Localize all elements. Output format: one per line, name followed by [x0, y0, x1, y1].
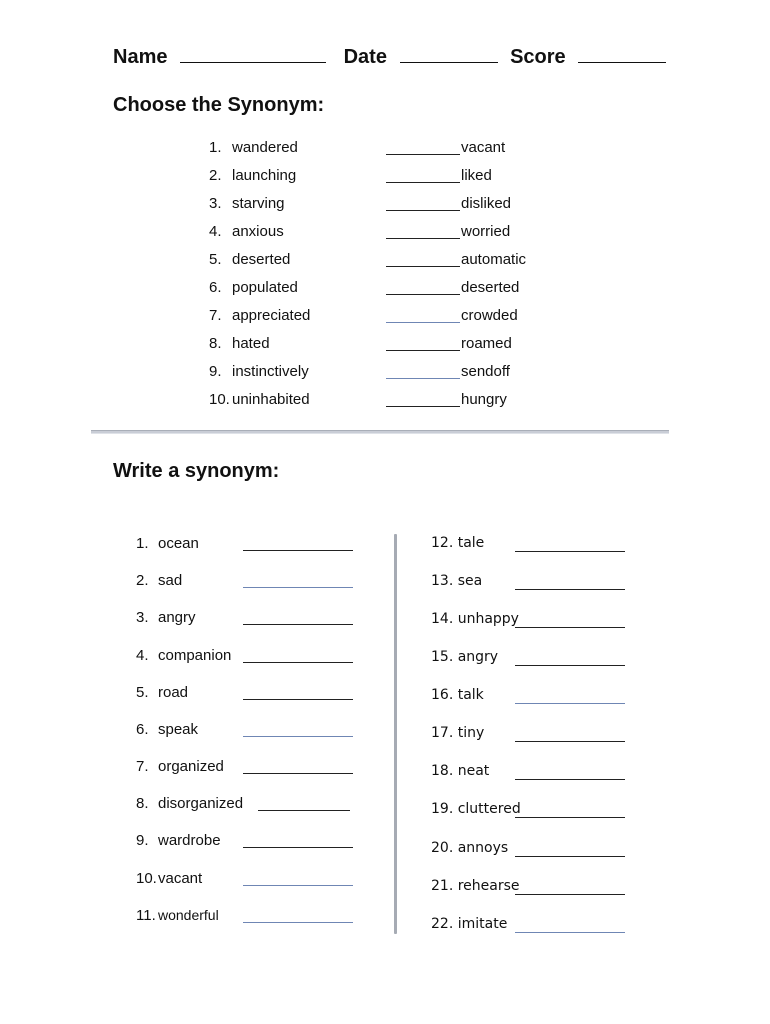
name-label: Name	[113, 46, 168, 68]
date-field[interactable]	[400, 61, 498, 63]
item-word: uninhabited	[232, 391, 310, 408]
answer-blank[interactable]	[515, 627, 625, 628]
item-word: 16. talk	[431, 687, 484, 703]
item-word: disorganized	[158, 795, 244, 812]
item-word: instinctively	[232, 363, 309, 380]
item-word: wardrobe	[158, 832, 221, 849]
header-fields	[113, 46, 666, 69]
item-word: 17. tiny	[431, 725, 485, 741]
item-word: 21. rehearse	[431, 878, 520, 894]
answer-blank[interactable]	[515, 551, 625, 552]
item-number: 2.	[136, 572, 149, 589]
name-field[interactable]	[180, 61, 326, 63]
item-number: 9.	[136, 832, 149, 849]
item-number: 9.	[209, 363, 222, 380]
item-number: 3.	[209, 195, 222, 212]
item-word: sad	[158, 572, 183, 589]
item-word: wonderful	[158, 907, 219, 923]
answer-blank[interactable]	[243, 624, 353, 625]
answer-blank[interactable]	[243, 847, 353, 848]
item-number: 5.	[136, 684, 149, 701]
answer-blank[interactable]	[386, 266, 460, 267]
answer-blank[interactable]	[515, 741, 625, 742]
item-number: 1.	[209, 139, 222, 156]
item-word: launching	[232, 167, 297, 184]
answer-blank[interactable]	[515, 817, 625, 818]
item-word: deserted	[232, 251, 291, 268]
option-word: deserted	[461, 279, 520, 296]
answer-blank[interactable]	[243, 885, 353, 886]
answer-blank[interactable]	[243, 773, 353, 774]
item-word: 15. angry	[431, 649, 499, 665]
item-word: 13. sea	[431, 573, 483, 589]
item-word: hated	[232, 335, 270, 352]
item-word: appreciated	[232, 307, 311, 324]
answer-blank[interactable]	[386, 350, 460, 351]
item-number: 7.	[209, 307, 222, 324]
answer-blank[interactable]	[243, 550, 353, 551]
item-word: populated	[232, 279, 298, 296]
option-word: disliked	[461, 195, 512, 212]
item-word: 18. neat	[431, 763, 490, 779]
answer-blank[interactable]	[386, 294, 460, 295]
option-word: roamed	[461, 335, 512, 352]
item-word: speak	[158, 721, 199, 738]
answer-blank[interactable]	[243, 587, 353, 588]
item-number: 3.	[136, 609, 149, 626]
answer-blank[interactable]	[386, 238, 460, 239]
item-number: 6.	[136, 721, 149, 738]
answer-blank[interactable]	[386, 154, 460, 155]
option-word: liked	[461, 167, 492, 184]
item-number: 8.	[136, 795, 149, 812]
option-word: worried	[461, 223, 511, 240]
item-word: ocean	[158, 535, 199, 552]
item-number: 1.	[136, 535, 149, 552]
item-word: starving	[232, 195, 285, 212]
item-number: 7.	[136, 758, 149, 775]
item-word: 19. cluttered	[431, 801, 521, 817]
item-number: 10.	[136, 870, 157, 887]
answer-blank[interactable]	[243, 662, 353, 663]
item-number: 2.	[209, 167, 222, 184]
item-number: 10.	[209, 391, 230, 408]
score-label: Score	[510, 46, 566, 68]
item-word: companion	[158, 647, 232, 664]
answer-blank[interactable]	[386, 406, 460, 407]
option-word: automatic	[461, 251, 527, 268]
score-field[interactable]	[578, 61, 666, 63]
item-number: 4.	[209, 223, 222, 240]
item-number: 6.	[209, 279, 222, 296]
item-number: 11.	[136, 907, 156, 924]
choose-synonym-title: Choose the Synonym:	[113, 94, 325, 116]
option-word: crowded	[461, 307, 518, 324]
answer-blank[interactable]	[243, 699, 353, 700]
answer-blank[interactable]	[515, 665, 625, 666]
item-word: wandered	[232, 139, 298, 156]
item-word: 12. tale	[431, 535, 485, 551]
answer-blank[interactable]	[386, 378, 460, 379]
item-word: angry	[158, 609, 196, 626]
answer-blank[interactable]	[386, 210, 460, 211]
write-synonym-title: Write a synonym:	[113, 460, 280, 482]
item-word: anxious	[232, 223, 284, 240]
item-word: road	[158, 684, 189, 701]
item-word: 22. imitate	[431, 916, 508, 932]
item-number: 4.	[136, 647, 149, 664]
item-word: vacant	[158, 870, 203, 887]
item-word: 20. annoys	[431, 840, 509, 856]
answer-blank[interactable]	[515, 703, 625, 704]
answer-blank[interactable]	[243, 922, 353, 923]
answer-blank[interactable]	[515, 894, 625, 895]
date-label: Date	[343, 46, 387, 68]
option-word: sendoff	[461, 363, 510, 380]
column-divider	[394, 534, 397, 934]
answer-blank[interactable]	[515, 779, 625, 780]
option-word: vacant	[461, 139, 506, 156]
option-word: hungry	[461, 391, 507, 408]
answer-blank[interactable]	[258, 810, 350, 811]
item-word: organized	[158, 758, 224, 775]
section-divider	[91, 430, 669, 434]
answer-blank[interactable]	[386, 182, 460, 183]
answer-blank[interactable]	[386, 322, 460, 323]
answer-blank[interactable]	[515, 856, 625, 857]
item-number: 5.	[209, 251, 222, 268]
answer-blank[interactable]	[515, 932, 625, 933]
item-word: 14. unhappy	[431, 611, 519, 627]
answer-blank[interactable]	[243, 736, 353, 737]
item-number: 8.	[209, 335, 222, 352]
answer-blank[interactable]	[515, 589, 625, 590]
